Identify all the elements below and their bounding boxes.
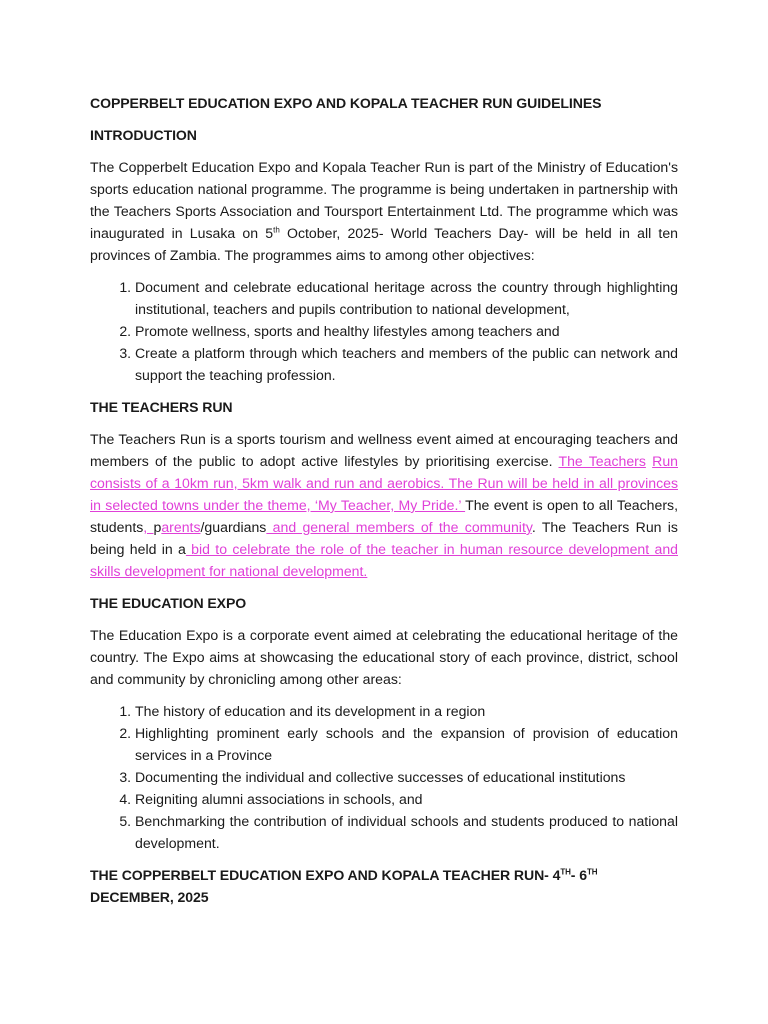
list-item: 2. Highlighting prominent early schools and the expansion of provision of education services in a Province: [135, 722, 678, 766]
teachers-run-paragraph: [90, 428, 678, 582]
run-text: The Teachers Run is a sports tourism and wellness event aimed at encouraging teachers and members of the public to adopt active lifestyles by prioritising exercise.: [90, 431, 678, 469]
list-item: 2. Promote wellness, sports and healthy lifestyles among teachers and: [135, 320, 678, 342]
tracked-change-insertion: arents: [161, 519, 201, 535]
tracked-change-insertion: ,: [143, 519, 154, 535]
list-item: 5. Benchmarking the contribution of individual schools and students produced to national development.: [135, 810, 678, 854]
run-text: . The Teachers Run is being held in a: [90, 519, 678, 557]
list-item: 4. Reigniting alumni associations in schools, and: [135, 788, 678, 810]
document-title: COPPERBELT EDUCATION EXPO AND KOPALA TEACHER RUN GUIDELINES: [90, 95, 602, 111]
event-dates-heading: [90, 864, 678, 908]
education-expo-heading: THE EDUCATION EXPO: [90, 595, 247, 611]
tracked-change-insertion: Run consists of a 10km run, 5km walk and run and aerobics. The Run will be held in all provinces in selected towns under the theme, ‘My Teacher, My Pride.’: [90, 453, 678, 513]
intro-heading: INTRODUCTION: [90, 127, 197, 143]
intro-text-b: October, 2025- World Teachers Day- will be held in all ten provinces of Zambia. The programmes aims to among other objectives:: [90, 225, 678, 263]
education-expo-paragraph: The Education Expo is a corporate event aimed at celebrating the educational heritage of the country. The Expo aims at showcasing the educational story of each province, district, school and community by chronicling among other areas:: [90, 627, 678, 687]
document-body: [90, 92, 678, 918]
expo-areas-list: [90, 700, 678, 854]
intro-sup: th: [273, 225, 280, 235]
objectives-list: [90, 276, 678, 386]
run-text: /guardians: [200, 519, 267, 535]
tracked-change-insertion: bid to celebrate the role of the teacher in human resource development and skills development for national development.: [90, 541, 678, 579]
run-text: The event is open to all Teachers, students: [90, 497, 678, 535]
event-dates-text: - 6: [570, 867, 587, 883]
intro-text-a: The Copperbelt Education Expo and Kopala Teacher Run is part of the Ministry of Education's sports education national programme. The programme is being undertaken in partnership with the Teachers Sports Association and Toursport Entertainment Ltd. The programme which was inaugurated in Lusaka on 5: [90, 159, 678, 241]
event-dates-sup: TH: [560, 867, 571, 877]
tracked-change-insertion: and general members of the community: [266, 519, 532, 535]
list-item: 1. The history of education and its development in a region: [135, 700, 678, 722]
teachers-run-heading: THE TEACHERS RUN: [90, 399, 233, 415]
event-dates-sup: TH: [586, 867, 598, 877]
run-text: p: [153, 519, 162, 535]
list-item: 3. Create a platform through which teachers and members of the public can network and support the teaching profession.: [135, 342, 678, 386]
event-dates-text: THE COPPERBELT EDUCATION EXPO AND KOPALA TEACHER RUN- 4: [90, 867, 561, 883]
list-item: 3. Documenting the individual and collective successes of educational institutions: [135, 766, 678, 788]
intro-paragraph: [90, 156, 678, 266]
event-dates-text: DECEMBER, 2025: [90, 889, 209, 905]
list-item: 1. Document and celebrate educational heritage across the country through highlighting institutional, teachers and pupils contribution to national development,: [135, 276, 678, 320]
tracked-change-insertion: The Teachers: [558, 453, 646, 469]
